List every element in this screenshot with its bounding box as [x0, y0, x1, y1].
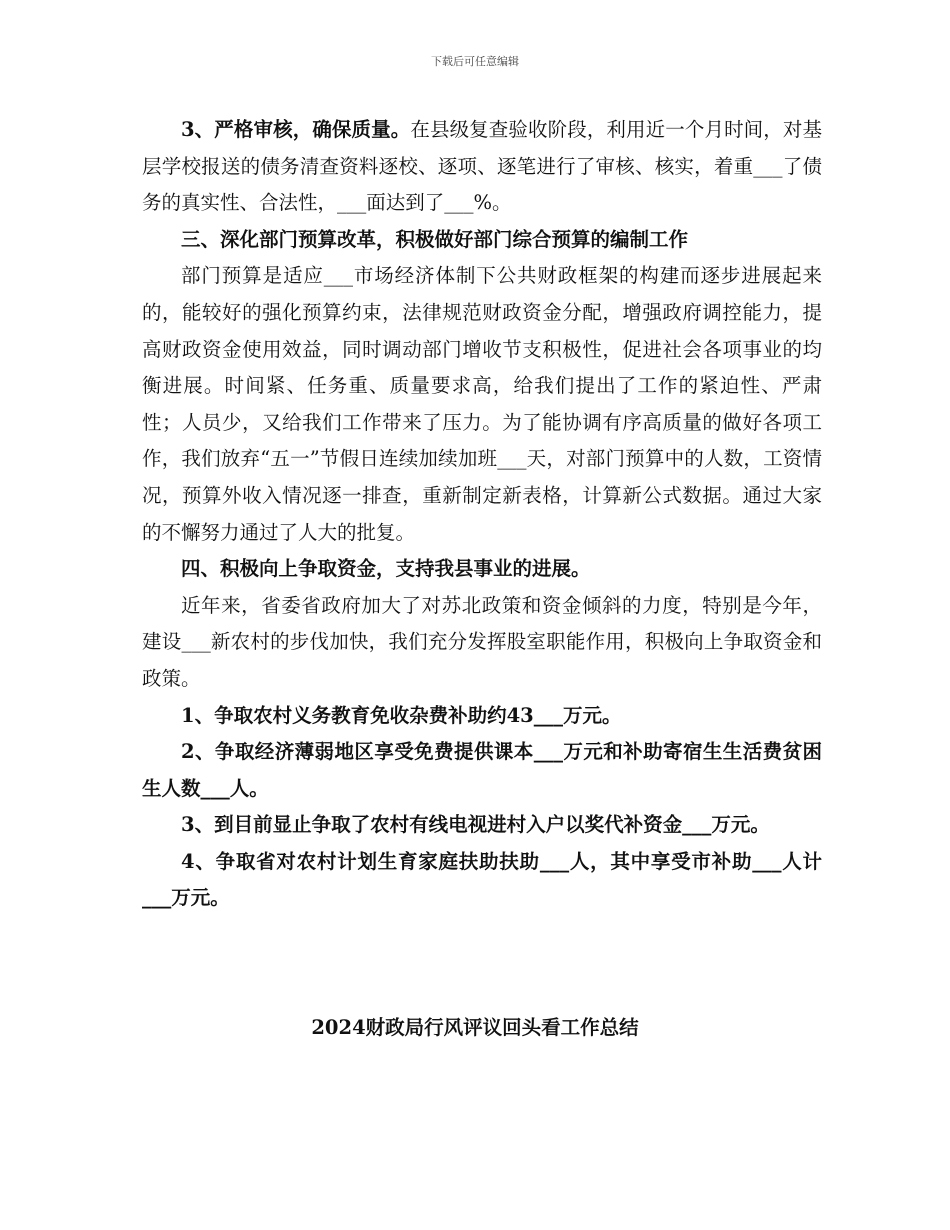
- list-item-4: 4、争取省对农村计划生育家庭扶助扶助___人，其中享受市补助___人计___万元。: [142, 849, 822, 910]
- paragraph-funding: 近年来，省委省政府加大了对苏北政策和资金倾斜的力度，特别是今年，建设___新农村的步伐加快，我们充分发挥股室职能作用，积极向上争取资金和政策。: [142, 593, 822, 690]
- document-body: [142, 112, 822, 917]
- list-item-3: 3、到目前显止争取了农村有线电视进村入户以奖代补资金___万元。: [181, 813, 770, 837]
- next-document-title: 2024财政局行风评议回头看工作总结: [311, 1016, 639, 1039]
- paragraph-strict-review: [142, 112, 822, 222]
- paragraph-budget-reform: 部门预算是适应___市场经济体制下公共财政框架的构建而逐步进展起来的，能较好的强化预算约束，法律规范财政资金分配，增强政府调控能力，提高财政资金使用效益，同时调动部门增收节支积极性，促进社会各项事业的均衡进展。时间紧、任务重、质量要求高，给我们提出了工作的紧迫性、严肃性；人员少，又给我们工作带来了压力。为了能协调有序高质量的做好各项工作，我们放弃“五一”节假日连续加续加班___天，对部门预算中的人数，工资情况，预算外收入情况逐一排查，重新制定新表格，计算新公式数据。通过大家的不懈努力通过了人大的批复。: [142, 264, 822, 544]
- section-heading-3: 三、深化部门预算改革，积极做好部门综合预算的编制工作: [181, 227, 689, 251]
- paragraph-lead-strict-review: 3、严格审核，确保质量。: [181, 118, 411, 141]
- section-heading-4: 四、积极向上争取资金，支持我县事业的进展。: [181, 557, 591, 581]
- list-item-2: 2、争取经济薄弱地区享受免费提供课本___万元和补助寄宿生生活费贫困生人数___人。: [142, 740, 822, 800]
- list-item-1: 1、争取农村义务教育免收杂费补助约43___万元。: [181, 703, 622, 727]
- page-header-note: 下载后可任意编辑: [431, 55, 519, 68]
- paragraph-body-strict-review: 在县级复查验收阶段，利用近一个月时间，对基层学校报送的债务清查资料逐校、逐项、逐笔进行了审核、核实，着重___了债务的真实性、合法性，___面达到了___%。: [142, 118, 822, 215]
